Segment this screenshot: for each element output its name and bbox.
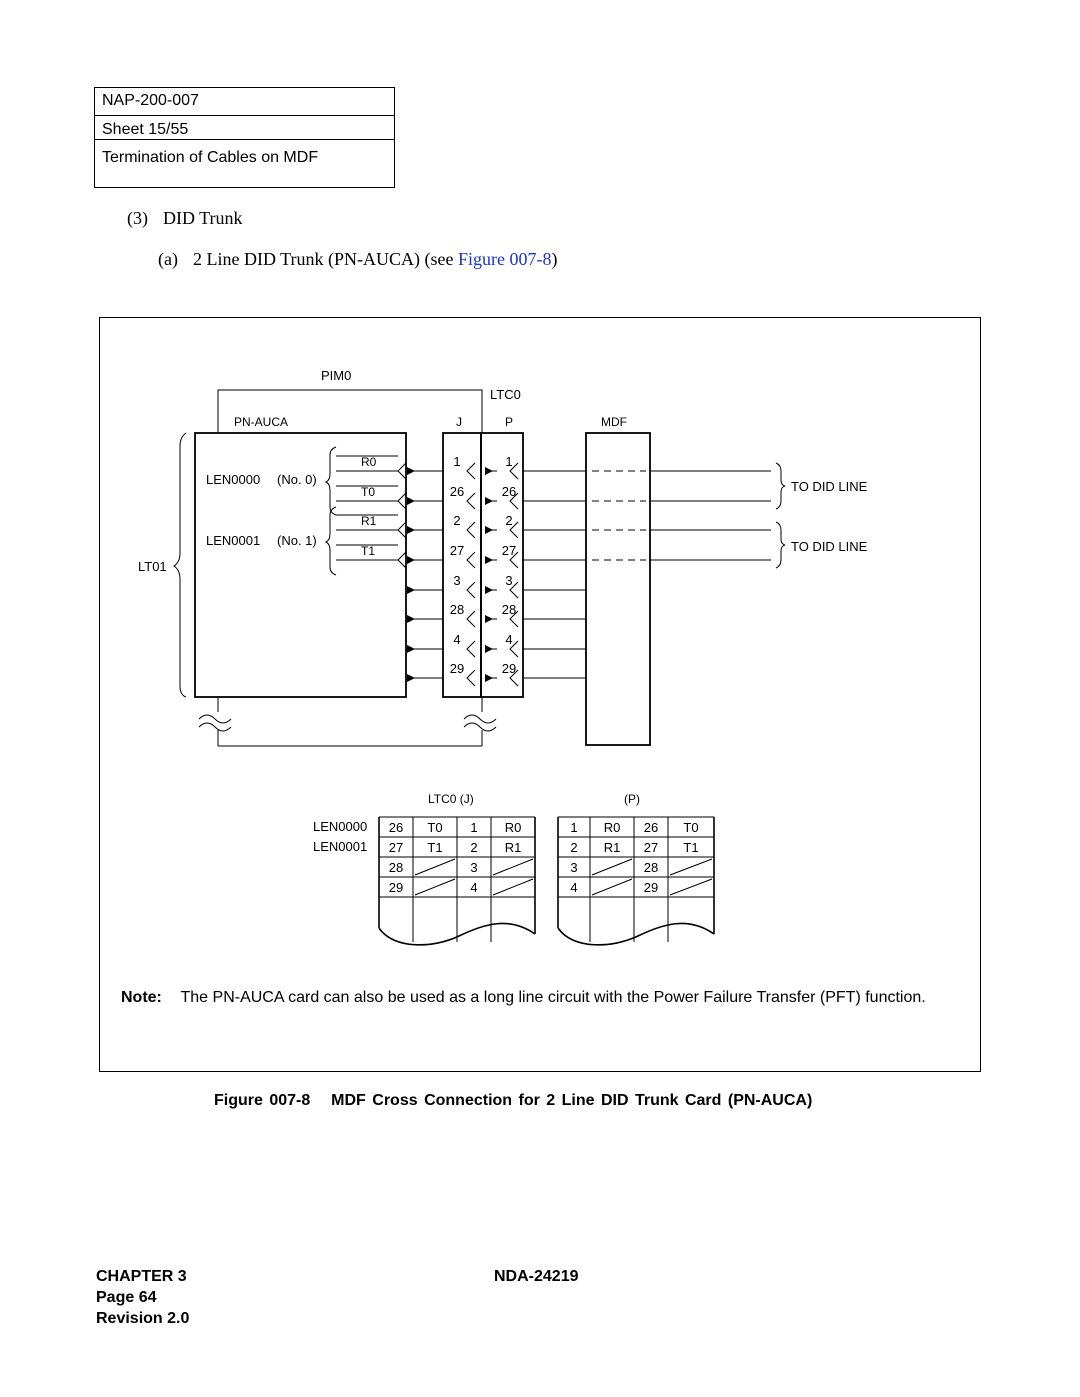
wire-label-r0: R0 [361,455,377,469]
table-cell: 3 [470,860,478,875]
table-cell: 4 [470,880,478,895]
table-cell: 2 [470,840,478,855]
table-cell: T0 [427,820,443,835]
p-pin-4: 4 [505,632,513,647]
table-cell: 3 [570,860,578,875]
footer-doc-id: NDA-24219 [494,1268,579,1285]
subsection-close: ) [551,249,558,269]
table-empty-slash [592,879,632,895]
table-cell: 26 [388,820,404,835]
table-empty-slash [493,859,533,875]
figure-link[interactable]: Figure 007-8 [457,249,552,269]
table-cell: R1 [603,840,621,855]
table-empty-slash [670,879,712,895]
p-pin-27: 27 [501,543,517,558]
wire-label-t0: T0 [361,485,376,499]
did-lines [650,471,771,560]
table-cell: 1 [570,820,578,835]
table-row-label-0: LEN0000 [313,819,368,834]
table-torn-edge [558,923,714,944]
section-number: (3) [127,208,148,228]
j-pin-29: 29 [449,661,465,676]
p-pin-29: 29 [501,661,517,676]
p-pin-26: 26 [501,484,517,499]
p-pin-3: 3 [505,573,513,588]
table-cell: 29 [643,880,659,895]
p-label: P [505,415,514,429]
cable-break [199,697,496,746]
figure-caption [214,1092,812,1110]
j-label: J [456,415,462,429]
note [121,989,926,1007]
p-table-label: (P) [624,792,640,806]
section-title: DID Trunk [163,208,243,228]
table-cell: 26 [643,820,659,835]
p-connector [481,433,523,697]
table-empty-slash [415,879,455,895]
j-pin-3: 3 [453,573,461,588]
caption-prefix: Figure 007-8 [214,1092,311,1109]
len1-brace [326,507,336,575]
len0-brace [326,447,336,515]
mdf-label: MDF [601,415,627,429]
pim-label: PIM0 [321,368,352,383]
j-pin-4: 4 [453,632,461,647]
table-cell: 2 [570,840,578,855]
mdf-block [586,433,650,745]
did-brace-1 [776,522,785,568]
card-chevrons [398,463,406,568]
j-chevron [467,641,475,657]
j-connector [443,433,481,697]
ltc-label: LTC0 [490,387,521,402]
j-chevron [467,522,475,538]
table-cell: 28 [388,860,404,875]
table-cell: R0 [504,820,522,835]
wire-label-r1: R1 [361,514,377,528]
len0-label: LEN0000 [206,472,261,487]
table-empty-slash [493,879,533,895]
mdf-jumpers [592,471,646,560]
j-chevron [467,463,475,479]
table-cell: R0 [603,820,621,835]
j-pin-2: 2 [453,513,461,528]
doc-number: NAP-200-007 [102,92,199,109]
table-cell: 28 [643,860,659,875]
subsection-letter: (a) [158,249,178,269]
j-chevron [467,670,475,686]
to-did-line-0: TO DID LINE [791,479,868,494]
j-chevron [467,552,475,568]
footer-chapter: CHAPTER 3 [96,1268,187,1285]
j-pin-1: 1 [453,454,461,469]
p-pin-2: 2 [505,513,513,528]
table-empty-slash [592,859,632,875]
p-pin-1: 1 [505,454,513,469]
connector-rows [414,463,586,686]
j-pin-27: 27 [449,543,465,558]
pin-labels [450,454,516,676]
len1-no: (No. 1) [277,533,317,548]
note-label: Note: [121,989,162,1006]
card-label: PN-AUCA [234,415,289,429]
j-chevron [467,493,475,509]
to-did-line-1: TO DID LINE [791,539,868,554]
sheet-number: Sheet 15/55 [102,121,189,138]
table-cell: 29 [388,880,404,895]
j-pin-28: 28 [449,602,465,617]
table-cell: T1 [683,840,699,855]
j-pin-26: 26 [449,484,465,499]
p-table [558,817,714,945]
did-brace-0 [776,463,785,509]
table-cell: 1 [470,820,478,835]
j-chevron [467,611,475,627]
lt01-brace [174,433,186,697]
lt-label: LT01 [138,559,167,574]
caption-text: MDF Cross Connection for 2 Line DID Trunk Card (PN-AUCA) [331,1092,813,1109]
len0-no: (No. 0) [277,472,317,487]
len1-label: LEN0001 [206,533,261,548]
table-empty-slash [670,859,712,875]
p-pin-28: 28 [501,602,517,617]
footer-page: Page 64 [96,1289,157,1306]
ltc-j-table [379,817,535,945]
ltc-j-table-label: LTC0 (J) [428,792,474,806]
footer-revision: Revision 2.0 [96,1310,190,1327]
table-cell: 27 [388,840,404,855]
wire-label-t1: T1 [361,544,376,558]
table-cell: T1 [427,840,443,855]
note-text: The PN-AUCA card can also be used as a long line circuit with the Power Failure Transfer (PFT) function. [180,989,926,1006]
j-chevron [467,582,475,598]
header-title: Termination of Cables on MDF [102,149,319,166]
table-cell: R1 [504,840,522,855]
table-empty-slash [415,859,455,875]
table-cell: T0 [683,820,699,835]
subsection-text: 2 Line DID Trunk (PN-AUCA) (see [192,249,458,269]
table-cell: 4 [570,880,578,895]
table-cell: 27 [643,840,659,855]
table-row-label-1: LEN0001 [313,839,368,854]
